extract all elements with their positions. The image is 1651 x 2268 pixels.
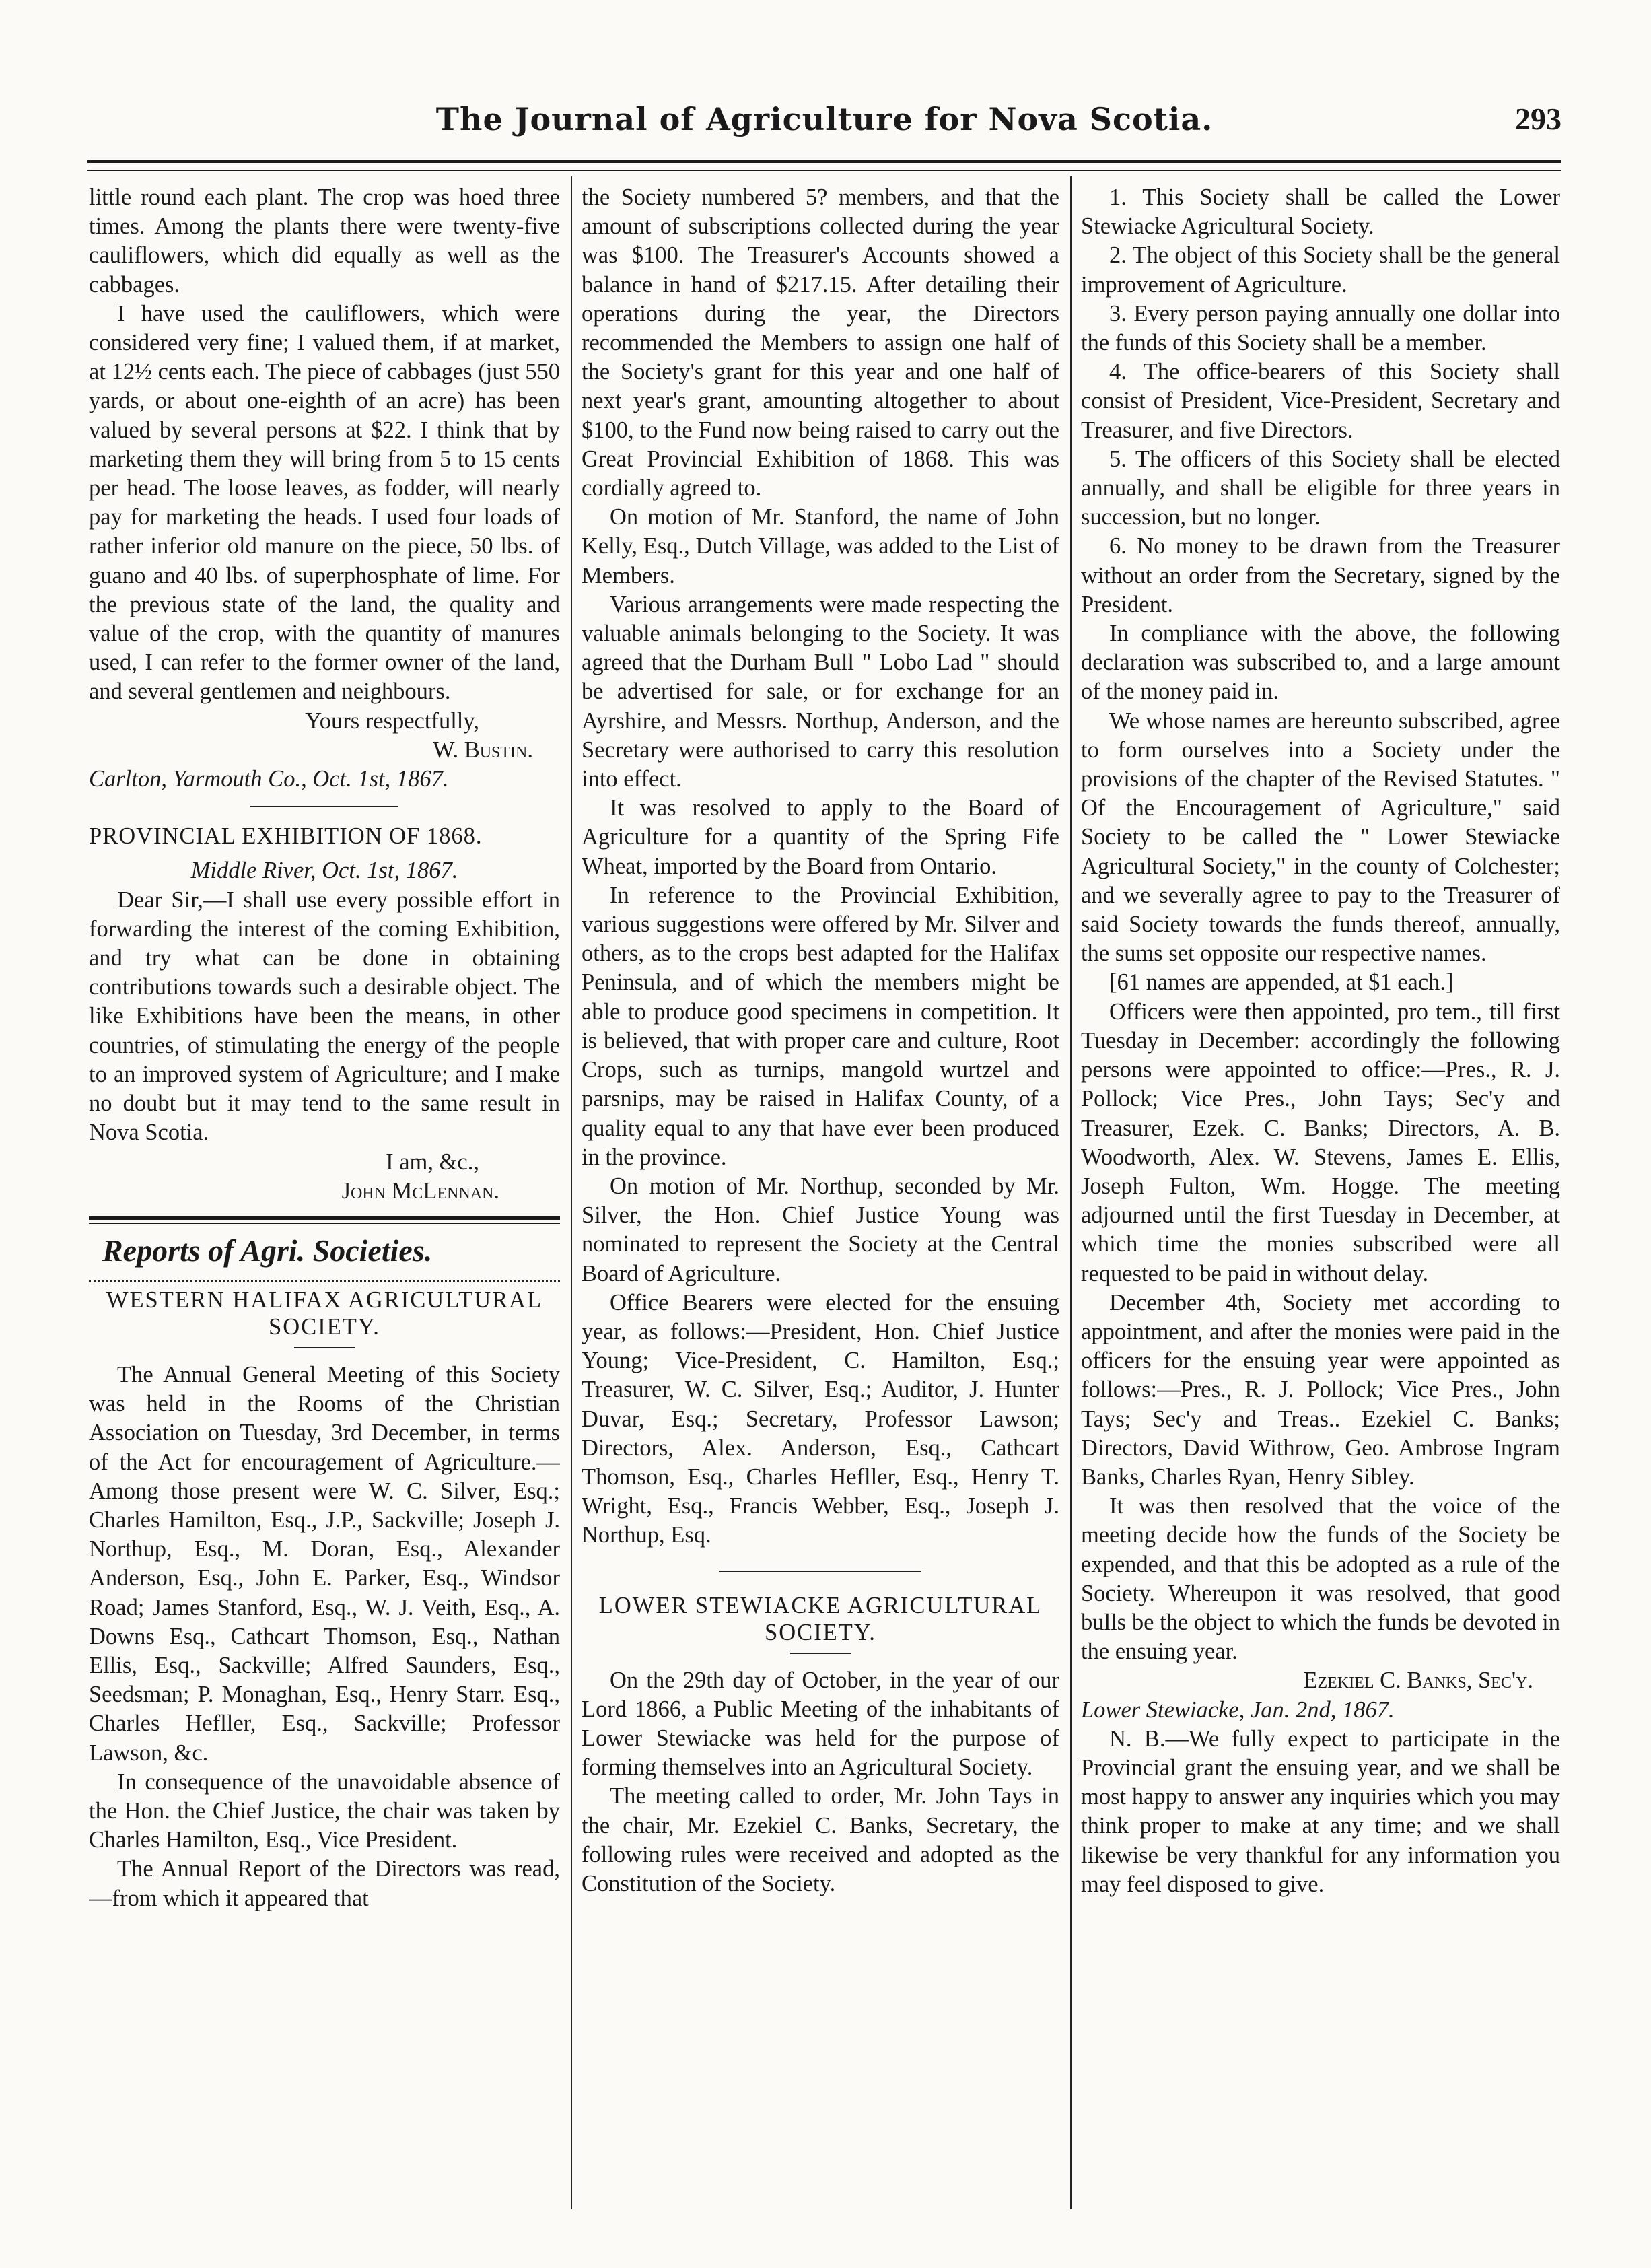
paragraph: It was resolved to apply to the Board of Agriculture for a quantity of the Spring Fife Wheat, imported by the Board from Ontario. [582, 795, 1059, 879]
page-header [87, 101, 1561, 141]
letter-signature: John McLennan. [341, 1177, 499, 1204]
ornamental-rule [89, 1271, 560, 1282]
report-signature: Ezekiel C. Banks, Sec'y. [1303, 1668, 1533, 1694]
paragraph: Various arrangements were made respecting the valuable animals belonging to the Society. It was agreed that the Durham Bull " Lobo Lad " should be advertised for sale, or for exchange for an Ayrshire, and Messrs. Northup, Anderson, and the Secretary were authorised to carry this resolution into effect. [582, 591, 1059, 792]
rule-item: 1. This Society shall be called the Lower Stewiacke Agricultural Society. [1081, 184, 1560, 240]
paragraph: The Annual General Meeting of this Society was held in the Rooms of the Christian Association on Tuesday, 3rd December, in terms of the Act for encouragement of Agriculture.— Among those present were W. C. Silver, Esq.; Charles Hamilton, Esq., J.P., Sackville; Joseph J. Northup, Esq., M. Doran, Esq., Alexander Anderson, Esq., John E. Parker, Esq., Windsor Road; James Stanford, Esq., W. J. Veith, Esq., A. Downs Esq., Cathcart Thomson, Esq., Nathan Ellis, Esq., Sackville; Alfred Saunders, Esq., Seedsman; P. Monaghan, Esq., Henry Starr. Esq., Charles Hefller, Esq., Sackville; Professor Lawson, &c. [89, 1361, 560, 1766]
paragraph: On motion of Mr. Stanford, the name of John Kelly, Esq., Dutch Village, was added to the List of Members. [582, 504, 1059, 588]
paragraph: In compliance with the above, the following declaration was subscribed to, and a large amount of the money paid in. [1081, 621, 1560, 705]
rule-item: 6. No money to be drawn from the Treasurer without an order from the Secretary, signed by the President. [1081, 533, 1560, 617]
paragraph: In reference to the Provincial Exhibition, various suggestions were offered by Mr. Silver and others, as to the crops best adapted for the Halifax Peninsula, and of which the members might be able to produce good specimens in competition. It is believed, that with proper care and culture, Root Crops, such as turnips, mangold wurtzel and parsnips, may be raised in Halifax County, of a quality equal to any that have ever been produced in the province. [582, 882, 1059, 1170]
paragraph: I have used the cauliflowers, which were considered very fine; I valued them, if at market, at 12½ cents each. The piece of cabbages (just 550 yards, or about one-eighth of an acre) has been valued by several persons at $22. I think that by marketing them they will bring from 5 to 15 cents per head. The loose leaves, as fodder, will nearly pay for marketing the heads. I used four loads of rather inferior old manure on the piece, 50 lbs. of guano and 40 lbs. of superphosphate of lime. For the previous state of the land, the quality and value of the crop, with the quantity of manures used, I can refer to the former owner of the land, and several gentlemen and neighbours. [89, 300, 560, 705]
page-number: 293 [1515, 102, 1561, 136]
paragraph: In consequence of the unavoidable absence of the Hon. the Chief Justice, the chair was taken by Charles Hamilton, Esq., Vice President. [89, 1768, 560, 1853]
place-date: Carlton, Yarmouth Co., Oct. 1st, 1867. [89, 766, 449, 792]
paragraph: On the 29th day of October, in the year of our Lord 1866, a Public Meeting of the inhabitants of Lower Stewiacke was held for the purpose of forming themselves into an Agricultural Society. [582, 1667, 1059, 1781]
section-title: Reports of Agri. Societies. [102, 1233, 433, 1268]
paragraph: On motion of Mr. Northup, seconded by Mr. Silver, the Hon. Chief Justice Young was nominated to represent the Society at the Central Board of Agriculture. [582, 1173, 1059, 1286]
section-rule [89, 1216, 560, 1224]
header-rule [87, 160, 1561, 171]
column-divider [571, 176, 572, 2209]
paragraph: December 4th, Society met according to appointment, and after the monies were paid in the officers for the ensuing year were appointed as follows:—Pres., R. J. Pollock; Vice Pres., John Tays; Sec'y and Treas.. Ezekiel C. Banks; Directors, David Withrow, Geo. Ambrose Ingram Banks, Charles Ryan, Henry Sibley. [1081, 1289, 1560, 1490]
paragraph: It was then resolved that the voice of the meeting decide how the funds of the Society be expended, and that this be adopted as a rule of the Society. Whereupon it was resolved, that good bulls be the object to which the funds be devoted in the ensuing year. [1081, 1493, 1560, 1665]
paragraph: Officers were then appointed, pro tem., till first Tuesday in December: accordingly the following persons were appointed to office:—Pres., R. J. Pollock; Vice Pres., John Tays; Sec'y and Treasurer, Ezek. C. Banks; Directors, A. B. Woodworth, Alex. W. Stevens, James E. Ellis, Joseph Fulton, Wm. Hogge. The meeting adjourned until the first Tuesday in December, at which time the monies subscribed were all requested to be paid in without delay. [1081, 998, 1560, 1286]
column-divider [1070, 176, 1072, 2209]
letter-closing: I am, &c., [386, 1148, 479, 1175]
column-2 [582, 183, 1059, 2209]
dateline: Middle River, Oct. 1st, 1867. [190, 858, 458, 884]
paragraph: Office Bearers were elected for the ensuing year, as follows:—President, Hon. Chief Justice Young; Vice-President, C. Hamilton, Esq.; Treasurer, W. C. Silver, Esq.; Auditor, J. Hunter Duvar, Esq.; Secretary, Professor Lawson; Directors, Alex. Anderson, Esq., Cathcart Thomson, Esq., Charles Hefller, Esq., Henry T. Wright, Esq., Francis Webber, Esq., Joseph J. Northup, Esq. [582, 1289, 1059, 1548]
separator-rule [250, 806, 398, 807]
rule-item: 2. The object of this Society shall be the general improvement of Agriculture. [1081, 242, 1560, 298]
paragraph: the Society numbered 5? members, and that the amount of subscriptions collected during the year was $100. The Treasurer's Accounts showed a balance in hand of $217.15. After detailing their operations during the year, the Directors recommended the Members to assign one half of the Society's grant for this year and one half of next year's grant, amounting altogether to about $100, to the Fund now being raised to carry out the Great Provincial Exhibition of 1868. This was cordially agreed to. [582, 184, 1059, 502]
running-title: The Journal of Agriculture for Nova Scotia. [435, 101, 1214, 137]
article-heading: LOWER STEWIACKE AGRICULTURAL SOCIETY. [598, 1592, 1043, 1645]
paragraph: The Annual Report of the Directors was read,—from which it appeared that [89, 1856, 560, 1911]
rule-item: 4. The office-bearers of this Society shall consist of President, Vice-President, Secretary and Treasurer, and five Directors. [1081, 359, 1560, 443]
paragraph: N. B.—We fully expect to participate in the Provincial grant the ensuing year, and we shall be most happy to answer any inquiries which you may think proper to make at any time; and we shall likewise be very thankful for any information you may feel disposed to give. [1081, 1725, 1560, 1897]
rule-item: 3. Every person paying annually one dollar into the funds of this Society shall be a member. [1081, 300, 1560, 356]
paragraph: Dear Sir,—I shall use every possible effort in forwarding the interest of the coming Exhibition, and try what can be done in obtaining contributions towards such a desirable object. The like Exhibitions have been the means, in other countries, of stimulating the energy of the people to an improved system of Agriculture; and I make no doubt but it may tend to the same result in Nova Scotia. [89, 887, 560, 1146]
separator-rule [790, 1653, 851, 1654]
column-1 [89, 183, 560, 2209]
column-3 [1081, 183, 1560, 2209]
paragraph: We whose names are hereunto subscribed, agree to form ourselves into a Society under the provisions of the chapter of the Revised Statutes. " Of the Encouragement of Agriculture," said Society to be called the " Lower Stewiacke Agricultural Society," in the county of Colchester; and we severally agree to pay to the Treasurer of said Society towards the funds thereof, annually, the sums set opposite our respective names. [1081, 708, 1560, 967]
separator-rule [294, 1347, 355, 1348]
place-date: Lower Stewiacke, Jan. 2nd, 1867. [1081, 1696, 1395, 1723]
paragraph: little round each plant. The crop was hoed three times. Among the plants there were twenty-five cauliflowers, which did equally as well as the cabbages. [89, 184, 560, 298]
paragraph: [61 names are appended, at $1 each.] [1109, 969, 1454, 996]
letter-signature: W. Bustin. [433, 736, 533, 763]
letter-closing: Yours respectfully, [305, 708, 479, 734]
article-heading: PROVINCIAL EXHIBITION OF 1868. [89, 823, 483, 850]
rule-item: 5. The officers of this Society shall be elected annually, and shall be eligible for three years in succession, but no longer. [1081, 446, 1560, 530]
article-heading: WESTERN HALIFAX AGRICULTURAL SOCIETY. [106, 1286, 543, 1340]
separator-rule [719, 1571, 921, 1572]
paragraph: The meeting called to order, Mr. John Tays in the chair, Mr. Ezekiel C. Banks, Secretary, the following rules were received and adopted as the Constitution of the Society. [582, 1783, 1059, 1896]
